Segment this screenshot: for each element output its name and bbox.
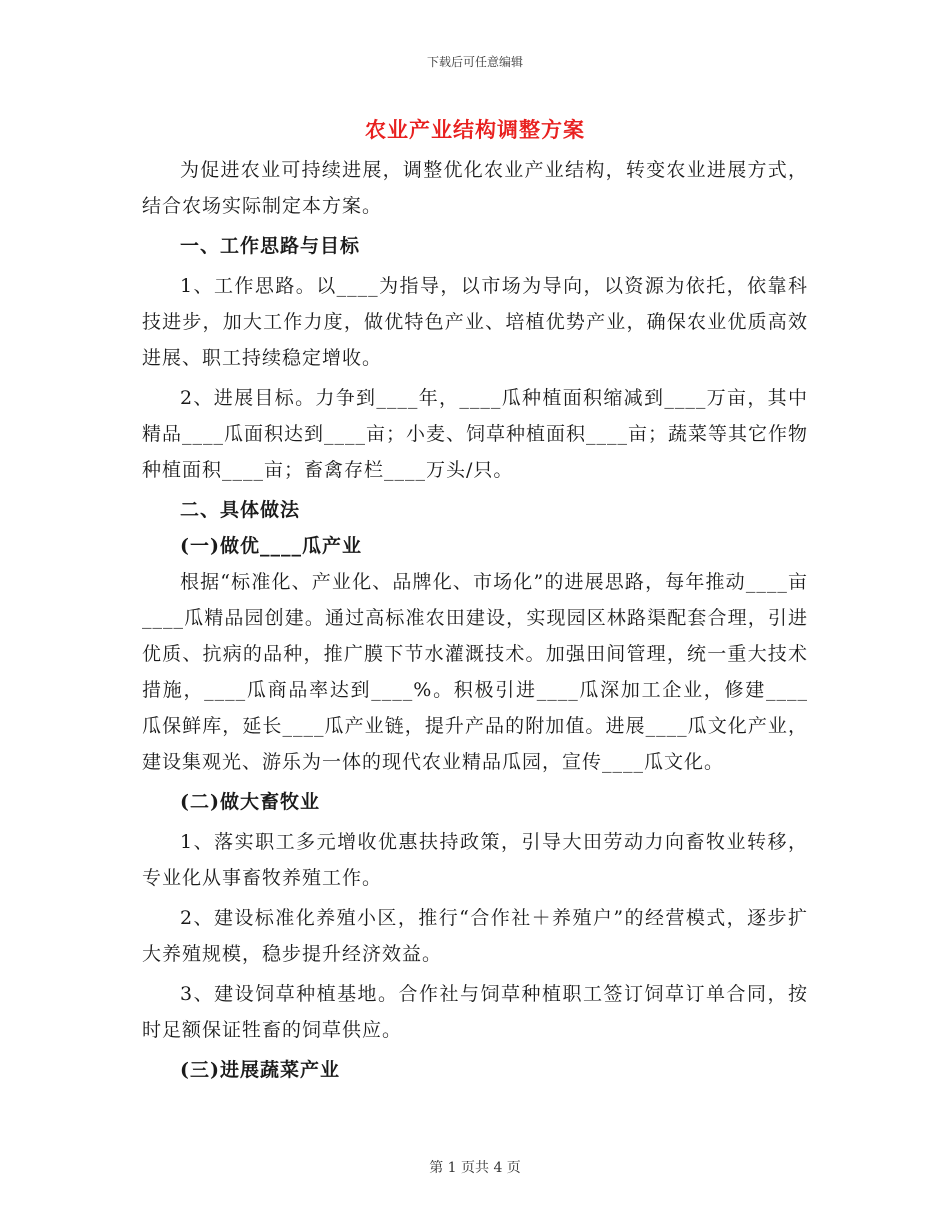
- subsection-heading-1: (一)做优____瓜产业: [180, 535, 362, 557]
- document-title: 农业产业结构调整方案: [365, 117, 585, 142]
- document-body: [142, 152, 808, 1088]
- paragraph-livestock-2: 2、建设标准化养殖小区，推行“合作社＋养殖户”的经营模式，逐步扩大养殖规模，稳步提升经济效益。: [142, 907, 808, 965]
- page-number: 第 1 页共 4 页: [429, 1160, 521, 1176]
- subsection-heading-3: (三)进展蔬菜产业: [180, 1059, 340, 1081]
- section-heading-2: 二、具体做法: [180, 499, 301, 521]
- intro-paragraph: 为促进农业可持续进展，调整优化农业产业结构，转变农业进展方式，结合农场实际制定本方案。: [142, 159, 808, 217]
- paragraph-livestock-3: 3、建设饲草种植基地。合作社与饲草种植职工签订饲草订单合同，按时足额保证牲畜的饲草供应。: [142, 983, 808, 1041]
- subsection-heading-2: (二)做大畜牧业: [180, 791, 320, 813]
- page-header-note: 下载后可任意编辑: [426, 55, 523, 69]
- paragraph-livestock-1: 1、落实职工多元增收优惠扶持政策，引导大田劳动力向畜牧业转移，专业化从事畜牧养殖工作。: [142, 831, 808, 889]
- paragraph-work-idea: 1、工作思路。以____为指导，以市场为导向，以资源为依托，依靠科技进步，加大工作力度，做优特色产业、培植优势产业，确保农业优质高效进展、职工持续稳定增收。: [142, 275, 808, 369]
- paragraph-goal: 2、进展目标。力争到____年，____瓜种植面积缩减到____万亩，其中精品____瓜面积达到____亩；小麦、饲草种植面积____亩；蔬菜等其它作物种植面积____亩；畜禽存栏____万头/只。: [142, 387, 809, 481]
- paragraph-melon-industry: 根据“标准化、产业化、品牌化、市场化”的进展思路，每年推动____亩____瓜精品园创建。通过高标准农田建设，实现园区林路渠配套合理，引进优质、抗病的品种，推广膜下节水灌溉技术。加强田间管理，统一重大技术措施，____瓜商品率达到____%。积极引进____瓜深加工企业，修建____瓜保鲜库，延长____瓜产业链，提升产品的附加值。进展____瓜文化产业，建设集观光、游乐为一体的现代农业精品瓜园，宣传____瓜文化。: [142, 571, 808, 773]
- section-heading-1: 一、工作思路与目标: [180, 235, 361, 257]
